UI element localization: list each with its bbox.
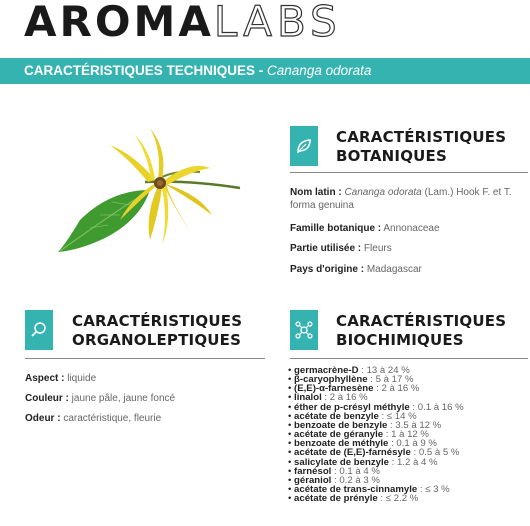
compound-range: ≤ 3 % — [425, 484, 450, 496]
biochemical-divider — [290, 358, 528, 359]
latin-name: Cananga odorata — [344, 187, 422, 198]
compound-name: éther de p-crésyl méthyle — [294, 401, 410, 413]
banner-title-main: CARACTÉRISTIQUES TECHNIQUES - — [24, 63, 264, 78]
list-item: • acétate de trans-cinnamyle : ≤ 3 % — [288, 484, 450, 496]
biochemical-icon-box — [290, 310, 318, 350]
latin-author: (Lam.) Hook F. et T. — [424, 187, 512, 198]
organoleptic-icon-box — [25, 310, 53, 350]
aspect-value: liquide — [67, 373, 97, 384]
biochemical-title — [336, 312, 506, 350]
latin-name-row — [290, 186, 526, 212]
list-item: • acétate de géranyle : 1 à 12 % — [288, 429, 429, 441]
header-banner — [0, 58, 530, 84]
magnifier-icon — [29, 320, 49, 340]
compound-name: acétate de benzyle — [294, 410, 379, 422]
list-item: • benzoate de méthyle : 0.1 à 9 % — [288, 438, 437, 450]
organoleptic-divider — [25, 358, 265, 359]
compound-range: 3.5 à 12 % — [395, 419, 442, 431]
family-row — [290, 222, 440, 235]
family-value: Annonaceae — [383, 223, 440, 234]
compound-range: 0.1 à 4 % — [339, 465, 380, 477]
list-item: • géraniol : 0.2 à 3 % — [288, 474, 380, 486]
molecule-icon — [294, 320, 314, 340]
compound-name: acétate de trans-cinnamyle — [294, 484, 418, 496]
banner-species: Cananga odorata — [267, 63, 372, 78]
compound-range: 0.5 à 5 % — [418, 447, 460, 459]
brand-logo-part2: LABS — [213, 0, 342, 46]
part-value: Fleurs — [363, 243, 392, 254]
compound-range: 2 à 16 % — [329, 392, 368, 404]
compound-range: 1 à 12 % — [391, 429, 429, 441]
compound-name: salicylate de benzyle — [294, 456, 389, 468]
compound-name: β-caryophyllène — [294, 374, 368, 386]
color-label: Couleur : — [25, 393, 69, 404]
organoleptic-title-line1: CARACTÉRISTIQUES — [72, 312, 243, 330]
aspect-label: Aspect : — [25, 373, 65, 384]
list-item: • (E,E)-α-farnesène : 2 à 16 % — [288, 383, 420, 395]
family-label: Famille botanique : — [290, 223, 382, 234]
origin-label: Pays d'origine : — [290, 264, 365, 275]
compound-range: 0.2 à 3 % — [339, 474, 380, 486]
latin-form: forma genuina — [290, 200, 354, 211]
list-item: • farnésol : 0.1 à 4 % — [288, 465, 380, 477]
compound-list — [288, 366, 518, 503]
origin-row — [290, 263, 422, 276]
odor-label: Odeur : — [25, 413, 61, 424]
compound-range: 0.1 à 9 % — [396, 438, 437, 450]
organoleptic-title-line2: ORGANOLEPTIQUES — [72, 331, 242, 349]
odor-row — [25, 412, 161, 425]
part-label: Partie utilisée : — [290, 243, 362, 254]
compound-name: (E,E)-α-farnesène — [294, 383, 374, 395]
list-item: • acétate de prényle : ≤ 2.2 % — [288, 493, 419, 505]
botanical-title-line2: BOTANIQUES — [336, 147, 447, 165]
list-item: • éther de p-crésyl méthyle : 0.1 à 16 % — [288, 401, 464, 413]
botanical-icon-box — [290, 126, 318, 166]
compound-range: 5 à 17 % — [375, 374, 414, 386]
origin-value: Madagascar — [366, 264, 422, 275]
compound-range: 13 à 24 % — [366, 365, 410, 376]
list-item: • linalol : 2 à 16 % — [288, 392, 368, 404]
list-item: • salicylate de benzyle : 1.2 à 4 % — [288, 456, 438, 468]
color-value: jaune pâle, jaune foncé — [71, 393, 176, 404]
compound-name: acétate de prényle — [294, 493, 378, 505]
compound-name: acétate de géranyle — [294, 429, 384, 441]
compound-range: ≤ 2.2 % — [385, 493, 419, 505]
banner-title — [24, 63, 371, 78]
compound-range: 0.1 à 16 % — [417, 401, 464, 413]
latin-label: Nom latin : — [290, 187, 342, 198]
list-item: • germacrène-D : 13 à 24 % — [288, 365, 410, 376]
biochemical-title-line2: BIOCHIMIQUES — [336, 331, 464, 349]
botanical-title — [336, 128, 506, 166]
brand-logo — [24, 0, 342, 44]
list-item: • acétate de benzyle : ≤ 14 % — [288, 410, 417, 422]
aspect-row — [25, 372, 96, 385]
list-item: • acétate de (E,E)-farnésyle : 0.5 à 5 % — [288, 447, 460, 459]
brand-logo-part1: AROMA — [24, 0, 214, 46]
biochemical-title-line1: CARACTÉRISTIQUES — [336, 312, 507, 330]
odor-value: caractéristique, fleurie — [63, 413, 162, 424]
leaf-icon — [294, 136, 314, 156]
compound-name: acétate de (E,E)-farnésyle — [294, 447, 411, 459]
compound-name: linalol — [294, 392, 322, 404]
compound-range: 1.2 à 4 % — [396, 456, 438, 468]
compound-name: germacrène-D — [294, 365, 359, 376]
compound-range: ≤ 14 % — [386, 410, 417, 422]
botanical-divider — [290, 172, 528, 173]
list-item: • benzoate de benzyle : 3.5 à 12 % — [288, 419, 442, 431]
compound-range: 2 à 16 % — [381, 383, 420, 395]
list-item: • β-caryophyllène : 5 à 17 % — [288, 374, 414, 386]
part-row — [290, 242, 392, 255]
compound-name: benzoate de méthyle — [294, 438, 389, 450]
color-row — [25, 392, 175, 405]
compound-name: benzoate de benzyle — [294, 419, 388, 431]
botanical-title-line1: CARACTÉRISTIQUES — [336, 128, 507, 146]
compound-name: farnésol — [294, 465, 332, 477]
organoleptic-title — [72, 312, 242, 350]
ylang-ylang-flower-image — [50, 120, 250, 260]
compound-name: géraniol — [294, 474, 332, 486]
